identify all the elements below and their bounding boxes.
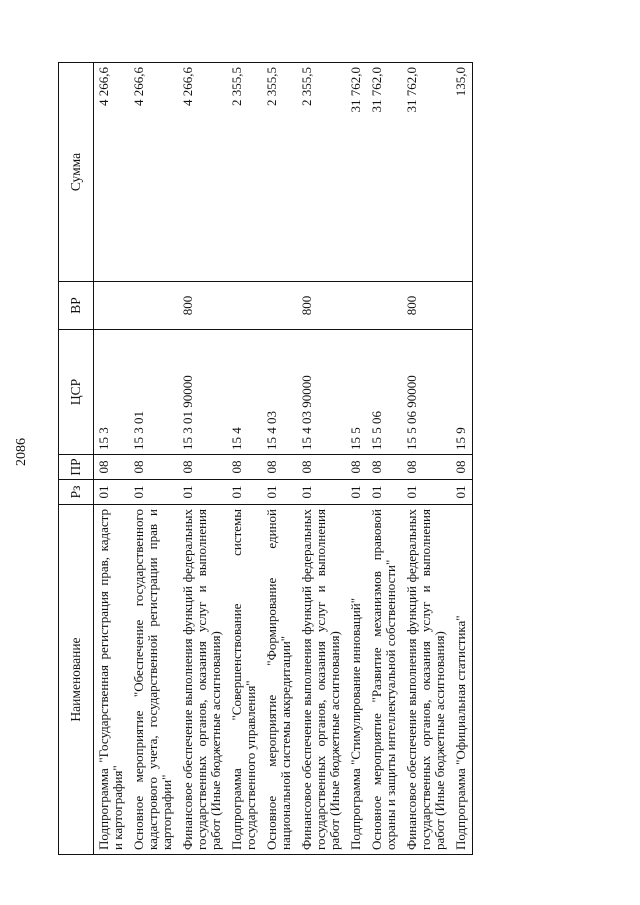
- row-rz: 01: [178, 480, 227, 505]
- row-name: Финансовое обеспечение выполнения функций федеральных государственных органов, оказания услуг и выполнения работ (Иные бюджетные ассигнования): [402, 505, 451, 855]
- row-name: Подпрограмма "Совершенствование системы государственного управления": [227, 505, 262, 855]
- table-row: [346, 63, 367, 855]
- row-pr: 08: [94, 455, 130, 480]
- row-name: Финансовое обеспечение выполнения функций федеральных государственных органов, оказания услуг и выполнения работ (Иные бюджетные ассигнования): [178, 505, 227, 855]
- row-sum: 4 266,6: [94, 63, 130, 282]
- row-csr: 15 5 06 90000: [402, 330, 451, 455]
- row-rz: 01: [262, 480, 297, 505]
- row-vr: [94, 282, 130, 330]
- row-name: Основное мероприятие "Обеспечение государственного кадастрового учета, государственной регистрации прав и картографии": [129, 505, 178, 855]
- header-name: Наименование: [59, 505, 94, 855]
- row-pr: 08: [129, 455, 178, 480]
- row-sum: 4 266,6: [178, 63, 227, 282]
- row-rz: 01: [227, 480, 262, 505]
- table-row: [178, 63, 227, 855]
- row-vr: [451, 282, 473, 330]
- row-pr: 08: [262, 455, 297, 480]
- table-row: [297, 63, 346, 855]
- row-csr: 15 5 06: [367, 330, 402, 455]
- row-sum: 31 762,0: [367, 63, 402, 282]
- table-row: [262, 63, 297, 855]
- row-sum: 2 355,5: [297, 63, 346, 282]
- table-row: [367, 63, 402, 855]
- row-rz: 01: [94, 480, 130, 505]
- row-sum: 2 355,5: [227, 63, 262, 282]
- header-rz: Рз: [59, 480, 94, 505]
- header-sum: Сумма: [59, 63, 94, 282]
- row-pr: 08: [402, 455, 451, 480]
- row-vr: 800: [178, 282, 227, 330]
- row-rz: 01: [451, 480, 473, 505]
- row-csr: 15 3 01: [129, 330, 178, 455]
- row-vr: [227, 282, 262, 330]
- row-rz: 01: [367, 480, 402, 505]
- row-csr: 15 3 01 90000: [178, 330, 227, 455]
- row-csr: 15 3: [94, 330, 130, 455]
- row-name: Подпрограмма "Стимулирование инноваций": [346, 505, 367, 855]
- row-csr: 15 4: [227, 330, 262, 455]
- table-row: [451, 63, 473, 855]
- row-vr: 800: [402, 282, 451, 330]
- header-pr: ПР: [59, 455, 94, 480]
- row-csr: 15 4 03 90000: [297, 330, 346, 455]
- table-header-row: [59, 63, 94, 855]
- row-sum: 4 266,6: [129, 63, 178, 282]
- row-rz: 01: [129, 480, 178, 505]
- row-name: Подпрограмма "Официальная статистика": [451, 505, 473, 855]
- row-pr: 08: [367, 455, 402, 480]
- row-pr: 08: [178, 455, 227, 480]
- row-vr: [367, 282, 402, 330]
- rotated-page-content: [58, 63, 590, 855]
- row-rz: 01: [402, 480, 451, 505]
- row-name: Подпрограмма "Государственная регистрация прав, кадастр и картография": [94, 505, 130, 855]
- row-csr: 15 5: [346, 330, 367, 455]
- row-vr: [129, 282, 178, 330]
- row-vr: [262, 282, 297, 330]
- row-pr: 08: [297, 455, 346, 480]
- row-csr: 15 9: [451, 330, 473, 455]
- page-number: 2086: [14, 438, 29, 466]
- row-rz: 01: [346, 480, 367, 505]
- row-vr: [346, 282, 367, 330]
- table-row: [227, 63, 262, 855]
- row-pr: 08: [227, 455, 262, 480]
- row-csr: 15 4 03: [262, 330, 297, 455]
- row-pr: 08: [451, 455, 473, 480]
- row-name: Финансовое обеспечение выполнения функций федеральных государственных органов, оказания услуг и выполнения работ (Иные бюджетные ассигнования): [297, 505, 346, 855]
- budget-table: [58, 62, 473, 855]
- header-csr: ЦСР: [59, 330, 94, 455]
- row-rz: 01: [297, 480, 346, 505]
- table-row: [94, 63, 130, 855]
- table-row: [402, 63, 451, 855]
- row-pr: 08: [346, 455, 367, 480]
- row-name: Основное мероприятие "Развитие механизмов правовой охраны и защиты интеллектуальной собственности": [367, 505, 402, 855]
- row-vr: 800: [297, 282, 346, 330]
- row-sum: 135,0: [451, 63, 473, 282]
- header-vr: ВР: [59, 282, 94, 330]
- table-row: [129, 63, 178, 855]
- row-sum: 31 762,0: [346, 63, 367, 282]
- row-sum: 2 355,5: [262, 63, 297, 282]
- row-sum: 31 762,0: [402, 63, 451, 282]
- row-name: Основное мероприятие "Формирование единой национальной системы аккредитации": [262, 505, 297, 855]
